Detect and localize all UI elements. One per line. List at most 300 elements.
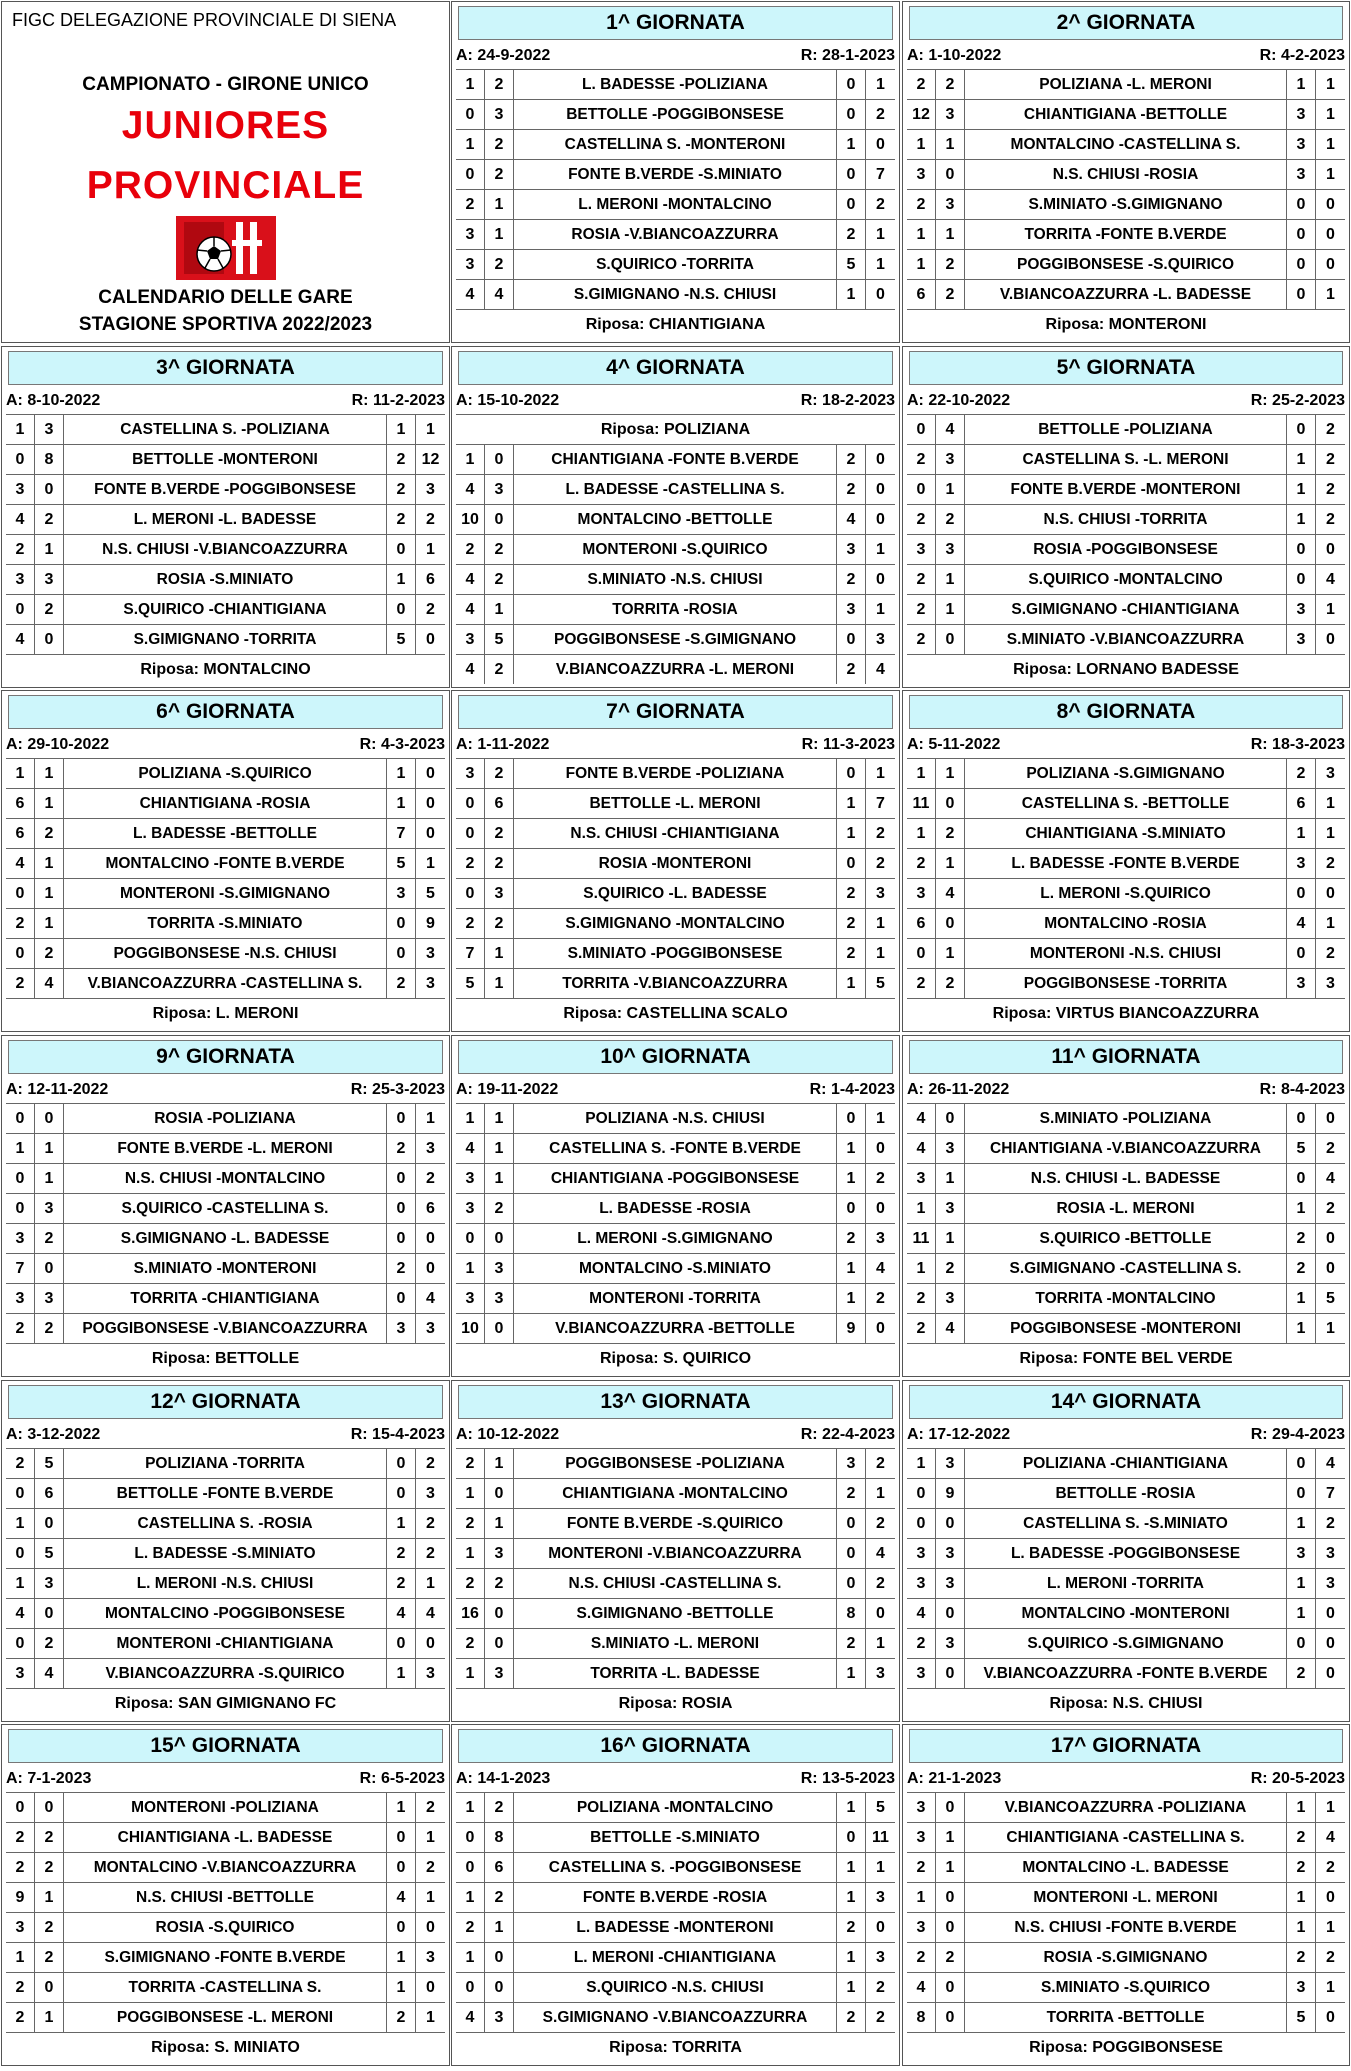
andata-home-score: 2 [456,1569,485,1598]
match-row [6,1133,445,1163]
round-dates [907,388,1345,414]
andata-home-score: 6 [907,909,936,938]
andata-away-score: 1 [35,1883,64,1912]
ritorno-home-score: 3 [837,535,866,564]
match-teams: CHIANTIGIANA -L. BADESSE [64,1823,387,1852]
andata-away-score: 0 [485,1943,514,1972]
ritorno-away-score: 2 [1326,1859,1335,1876]
match-teams: L. MERONI -MONTALCINO [514,190,837,219]
ritorno-home-score: 0 [387,1164,416,1193]
ritorno-away-score: 0 [876,1200,885,1217]
andata-away-score: 3 [485,879,514,908]
title-line-1: JUNIORES [121,104,330,147]
match-row [907,159,1345,189]
match-teams: CASTELLINA S. -FONTE B.VERDE [514,1134,837,1163]
andata-away-score: 1 [35,789,64,818]
match-teams: POLIZIANA -MONTALCINO [514,1793,837,1822]
match-row [456,1658,895,1688]
ritorno-home-score: 3 [1287,625,1316,654]
ritorno-home-score: 2 [1287,1254,1316,1283]
ritorno-away-score: 0 [1326,226,1335,243]
andata-home-score: 11 [907,1224,936,1253]
round-title: 10^ GIORNATA [458,1040,893,1074]
match-teams: N.S. CHIUSI -CASTELLINA S. [514,1569,837,1598]
ritorno-home-score: 0 [1287,879,1316,908]
round-block [451,690,900,1032]
match-teams: POLIZIANA -S.QUIRICO [64,759,387,788]
andata-home-score: 2 [907,445,936,474]
andata-home-score: 2 [6,969,35,998]
ritorno-away-score: 0 [1326,1260,1335,1277]
ritorno-home-score: 0 [1287,190,1316,219]
ritorno-home-score: 2 [837,1479,866,1508]
match-row [456,129,895,159]
ritorno-away-score: 1 [876,1859,885,1876]
ritorno-home-score: 1 [837,1883,866,1912]
match-row [907,848,1345,878]
ritorno-home-score: 0 [387,1284,416,1313]
match-teams: MONTALCINO -S.MINIATO [514,1254,837,1283]
andata-home-score: 1 [907,759,936,788]
andata-away-score: 2 [485,565,514,594]
ritorno-away-score: 3 [876,1665,885,1682]
match-row [6,564,445,594]
match-teams: FONTE B.VERDE -ROSIA [514,1883,837,1912]
match-row [6,1598,445,1628]
calendar-subtitle: CALENDARIO DELLE GARE [98,287,353,308]
ritorno-home-score: 1 [837,789,866,818]
ritorno-away-score: 2 [426,1859,435,1876]
ritorno-away-score: 2 [1326,1200,1335,1217]
andata-away-score: 5 [35,1449,64,1478]
match-teams: ROSIA -POLIZIANA [64,1104,387,1133]
match-row [907,414,1345,444]
andata-home-score: 1 [6,1134,35,1163]
match-teams: MONTERONI -V.BIANCOAZZURRA [514,1539,837,1568]
ritorno-away-score: 3 [426,975,435,992]
andata-home-score: 0 [6,1479,35,1508]
andata-date: A: 15-10-2022 [456,392,560,409]
match-teams: S.GIMIGNANO -MONTALCINO [514,909,837,938]
andata-away-score: 2 [485,1883,514,1912]
match-teams: V.BIANCOAZZURRA -S.QUIRICO [64,1659,387,1688]
ritorno-home-score: 0 [837,100,866,129]
andata-away-score: 0 [485,1479,514,1508]
match-row [6,444,445,474]
ritorno-home-score: 1 [837,969,866,998]
match-list [6,414,445,654]
match-list [907,69,1345,309]
andata-away-score: 0 [35,1509,64,1538]
andata-away-score: 0 [936,160,965,189]
andata-away-score: 0 [936,789,965,818]
andata-home-score: 2 [907,1314,936,1343]
andata-home-score: 0 [907,1479,936,1508]
title-line-2: PROVINCIALE [86,164,365,207]
ritorno-away-score: 0 [876,1605,885,1622]
match-teams: S.GIMIGNANO -CHIANTIGIANA [965,595,1287,624]
andata-home-score: 10 [456,505,485,534]
ritorno-away-score: 0 [426,1230,435,1247]
match-row [907,1912,1345,1942]
andata-away-score: 9 [936,1479,965,1508]
ritorno-date: R: 13-5-2023 [800,1770,895,1787]
ritorno-home-score: 2 [837,2003,866,2032]
ritorno-home-score: 2 [837,1629,866,1658]
andata-away-score: 1 [485,1134,514,1163]
andata-away-score: 1 [485,595,514,624]
andata-away-score: 4 [35,969,64,998]
ritorno-home-score: 2 [387,969,416,998]
match-list [456,1448,895,1688]
match-row [6,414,445,444]
match-row [6,1628,445,1658]
match-teams: TORRITA -S.MINIATO [64,909,387,938]
round-dates [907,43,1345,69]
match-row [907,594,1345,624]
ritorno-home-score: 1 [1287,505,1316,534]
ritorno-away-score: 2 [1326,1949,1335,1966]
ritorno-home-score: 0 [1287,1629,1316,1658]
ritorno-home-score: 2 [1287,1224,1316,1253]
match-row [907,1283,1345,1313]
match-teams: ROSIA -S.GIMIGNANO [965,1943,1287,1972]
match-teams: MONTERONI -N.S. CHIUSI [965,939,1287,968]
match-row [456,1163,895,1193]
match-teams: S.GIMIGNANO -L. BADESSE [64,1224,387,1253]
ritorno-away-score: 1 [426,855,435,872]
match-teams: L. BADESSE -ROSIA [514,1194,837,1223]
ritorno-home-score: 1 [837,1943,866,1972]
andata-home-score: 0 [456,789,485,818]
andata-home-score: 0 [6,1539,35,1568]
match-row [6,1508,445,1538]
andata-home-score: 0 [907,415,936,444]
ritorno-away-score: 2 [876,1575,885,1592]
ritorno-away-score: 4 [1326,571,1335,588]
ritorno-away-score: 0 [426,631,435,648]
ritorno-date: R: 1-4-2023 [809,1081,895,1098]
match-teams: MONTERONI -S.QUIRICO [514,535,837,564]
ritorno-away-score: 1 [876,601,885,618]
match-teams: BETTOLLE -ROSIA [965,1479,1287,1508]
match-row [456,504,895,534]
match-teams: POGGIBONSESE -S.QUIRICO [965,250,1287,279]
ritorno-home-score: 0 [1287,280,1316,309]
round-title: 15^ GIORNATA [8,1729,443,1763]
andata-home-score: 10 [456,1314,485,1343]
andata-date: A: 21-1-2023 [907,1770,1002,1787]
andata-home-score: 6 [6,789,35,818]
round-title: 2^ GIORNATA [909,6,1343,40]
match-row [6,818,445,848]
match-teams: FONTE B.VERDE -POLIZIANA [514,759,837,788]
match-row [907,758,1345,788]
match-row [456,219,895,249]
match-teams: POLIZIANA -N.S. CHIUSI [514,1104,837,1133]
match-row [456,1313,895,1343]
ritorno-home-score: 0 [1287,1164,1316,1193]
andata-home-score: 1 [6,1509,35,1538]
round-block [451,1724,900,2066]
ritorno-away-score: 2 [426,1799,435,1816]
ritorno-away-score: 4 [1326,1829,1335,1846]
ritorno-date: R: 29-4-2023 [1250,1426,1345,1443]
andata-away-score: 1 [936,1853,965,1882]
andata-away-score: 1 [936,1164,965,1193]
ritorno-home-score: 5 [387,849,416,878]
ritorno-date: R: 28-1-2023 [800,47,895,64]
match-teams: TORRITA -CASTELLINA S. [64,1973,387,2002]
match-row [6,474,445,504]
match-row [456,249,895,279]
ritorno-home-score: 1 [387,1793,416,1822]
andata-home-score: 0 [456,1973,485,2002]
ritorno-home-score: 1 [387,789,416,818]
match-row [6,1283,445,1313]
match-teams: L. BADESSE -POGGIBONSESE [965,1539,1287,1568]
andata-home-score: 2 [6,1853,35,1882]
andata-away-score: 0 [485,1629,514,1658]
match-row [456,1448,895,1478]
ritorno-away-score: 3 [426,1949,435,1966]
andata-away-score: 2 [936,819,965,848]
andata-home-score: 3 [907,1569,936,1598]
match-row [907,1598,1345,1628]
andata-home-score: 3 [456,1164,485,1193]
rest-label: Riposa: TORRITA [456,2032,895,2063]
ritorno-away-score: 2 [876,1455,885,1472]
ritorno-away-score: 0 [426,1260,435,1277]
rest-label: Riposa: L. MERONI [6,998,445,1029]
match-teams: S.QUIRICO -L. BADESSE [514,879,837,908]
andata-home-score: 2 [456,1629,485,1658]
andata-home-score: 1 [456,1104,485,1133]
andata-home-score: 2 [456,1913,485,1942]
ritorno-away-score: 1 [876,76,885,93]
match-row [6,1538,445,1568]
andata-away-score: 3 [936,190,965,219]
match-teams: V.BIANCOAZZURRA -BETTOLLE [514,1314,837,1343]
ritorno-away-score: 2 [1326,481,1335,498]
match-teams: BETTOLLE -L. MERONI [514,789,837,818]
andata-home-score: 3 [6,565,35,594]
ritorno-home-score: 3 [1287,969,1316,998]
ritorno-home-score: 0 [387,1224,416,1253]
ritorno-away-score: 4 [426,1290,435,1307]
ritorno-home-score: 0 [1287,1449,1316,1478]
ritorno-away-score: 0 [426,765,435,782]
ritorno-away-score: 2 [876,2009,885,2026]
andata-away-score: 1 [485,1509,514,1538]
match-teams: S.GIMIGNANO -N.S. CHIUSI [514,280,837,309]
ritorno-away-score: 3 [426,1140,435,1157]
ritorno-home-score: 1 [837,1973,866,2002]
ritorno-away-score: 1 [876,1485,885,1502]
andata-home-score: 2 [456,1509,485,1538]
andata-away-score: 1 [936,849,965,878]
andata-date: A: 7-1-2023 [6,1770,92,1787]
match-teams: POGGIBONSESE -MONTERONI [965,1314,1287,1343]
ritorno-away-score: 2 [1326,511,1335,528]
andata-away-score: 1 [485,220,514,249]
ritorno-away-score: 2 [1326,1515,1335,1532]
ritorno-home-score: 1 [387,759,416,788]
ritorno-away-score: 1 [1326,136,1335,153]
match-teams: CHIANTIGIANA -FONTE B.VERDE [514,445,837,474]
andata-home-score: 0 [907,475,936,504]
andata-home-score: 3 [456,250,485,279]
ritorno-home-score: 0 [387,1449,416,1478]
andata-home-score: 0 [456,819,485,848]
andata-date: A: 29-10-2022 [6,736,110,753]
match-row [456,594,895,624]
ritorno-away-score: 2 [426,601,435,618]
andata-home-score: 1 [6,1943,35,1972]
match-row [456,1283,895,1313]
match-teams: CHIANTIGIANA -V.BIANCOAZZURRA [965,1134,1287,1163]
andata-away-score: 1 [35,879,64,908]
andata-away-score: 0 [936,1659,965,1688]
round-dates [456,1077,895,1103]
match-row [6,968,445,998]
andata-away-score: 2 [35,505,64,534]
andata-home-score: 1 [456,1883,485,1912]
ritorno-away-score: 2 [426,1515,435,1532]
match-row [456,1253,895,1283]
match-teams: S.GIMIGNANO -V.BIANCOAZZURRA [514,2003,837,2032]
match-row [907,474,1345,504]
match-row [6,1163,445,1193]
match-teams: S.QUIRICO -TORRITA [514,250,837,279]
andata-away-score: 0 [936,1973,965,2002]
andata-home-score: 2 [907,565,936,594]
match-row [456,654,895,684]
andata-away-score: 0 [35,625,64,654]
match-teams: N.S. CHIUSI -MONTALCINO [64,1164,387,1193]
ritorno-home-score: 0 [837,759,866,788]
ritorno-away-score: 1 [426,2009,435,2026]
ritorno-home-score: 1 [837,280,866,309]
andata-away-score: 0 [35,1254,64,1283]
ritorno-away-score: 2 [426,1170,435,1187]
ritorno-away-score: 3 [876,1889,885,1906]
ritorno-date: R: 6-5-2023 [359,1770,445,1787]
andata-home-score: 3 [6,475,35,504]
ritorno-date: R: 11-2-2023 [351,392,445,409]
andata-home-score: 3 [907,1659,936,1688]
match-teams: POGGIBONSESE -V.BIANCOAZZURRA [64,1314,387,1343]
ritorno-home-score: 2 [387,505,416,534]
match-row [6,908,445,938]
match-row [6,1478,445,1508]
ritorno-away-score: 1 [426,1829,435,1846]
andata-away-score: 2 [936,1254,965,1283]
ritorno-home-score: 8 [837,1599,866,1628]
ritorno-away-score: 9 [426,915,435,932]
andata-home-score: 2 [456,535,485,564]
andata-away-score: 2 [485,759,514,788]
andata-away-score: 8 [485,1823,514,1852]
ritorno-away-score: 1 [876,541,885,558]
match-list [6,758,445,998]
rest-label: Riposa: LORNANO BADESSE [907,654,1345,685]
andata-away-score: 2 [35,1943,64,1972]
ritorno-home-score: 0 [1287,250,1316,279]
andata-home-score: 0 [6,445,35,474]
ritorno-away-score: 5 [876,975,885,992]
andata-away-score: 1 [936,130,965,159]
andata-away-score: 3 [485,1254,514,1283]
match-teams: S.GIMIGNANO -FONTE B.VERDE [64,1943,387,1972]
match-teams: FONTE B.VERDE -MONTERONI [965,475,1287,504]
round-block [451,1380,900,1722]
ritorno-home-score: 2 [1287,1823,1316,1852]
match-teams: ROSIA -MONTERONI [514,849,837,878]
ritorno-away-score: 1 [1326,795,1335,812]
round-title: 16^ GIORNATA [458,1729,893,1763]
andata-home-score: 4 [456,565,485,594]
andata-away-score: 2 [485,130,514,159]
match-teams: N.S. CHIUSI -CHIANTIGIANA [514,819,837,848]
match-teams: MONTALCINO -ROSIA [965,909,1287,938]
match-row [6,1942,445,1972]
ritorno-away-score: 2 [1326,945,1335,962]
match-row [907,99,1345,129]
match-teams: TORRITA -ROSIA [514,595,837,624]
andata-home-score: 2 [907,1853,936,1882]
ritorno-home-score: 1 [1287,445,1316,474]
match-row [456,1478,895,1508]
rest-label: Riposa: N.S. CHIUSI [907,1688,1345,1719]
ritorno-away-score: 0 [426,1979,435,1996]
andata-away-score: 2 [485,250,514,279]
match-row [907,968,1345,998]
ritorno-away-score: 3 [876,1949,885,1966]
andata-home-score: 4 [907,1599,936,1628]
andata-away-score: 2 [35,595,64,624]
andata-away-score: 2 [936,505,965,534]
match-teams: BETTOLLE -FONTE B.VERDE [64,1479,387,1508]
match-teams: L. MERONI -N.S. CHIUSI [64,1569,387,1598]
match-row [6,1568,445,1598]
match-row [456,1942,895,1972]
ritorno-home-score: 1 [1287,1569,1316,1598]
ritorno-away-score: 4 [1326,1170,1335,1187]
andata-home-score: 0 [907,939,936,968]
match-teams: ROSIA -S.QUIRICO [64,1913,387,1942]
andata-home-score: 1 [456,130,485,159]
andata-away-score: 4 [936,879,965,908]
match-row [907,1852,1345,1882]
andata-home-score: 1 [456,1659,485,1688]
andata-away-score: 0 [485,1314,514,1343]
match-teams: POLIZIANA -TORRITA [64,1449,387,1478]
andata-home-score: 2 [456,190,485,219]
andata-home-score: 7 [6,1254,35,1283]
round-title: 7^ GIORNATA [458,695,893,729]
ritorno-away-score: 0 [876,1919,885,1936]
ritorno-away-score: 1 [876,1635,885,1652]
match-teams: MONTALCINO -CASTELLINA S. [965,130,1287,159]
match-row [456,1628,895,1658]
match-teams: S.GIMIGNANO -CASTELLINA S. [965,1254,1287,1283]
round-block [902,1380,1350,1722]
andata-away-score: 1 [936,1823,965,1852]
ritorno-away-score: 6 [426,1200,435,1217]
andata-date: A: 12-11-2022 [6,1081,109,1098]
andata-home-score: 4 [6,505,35,534]
